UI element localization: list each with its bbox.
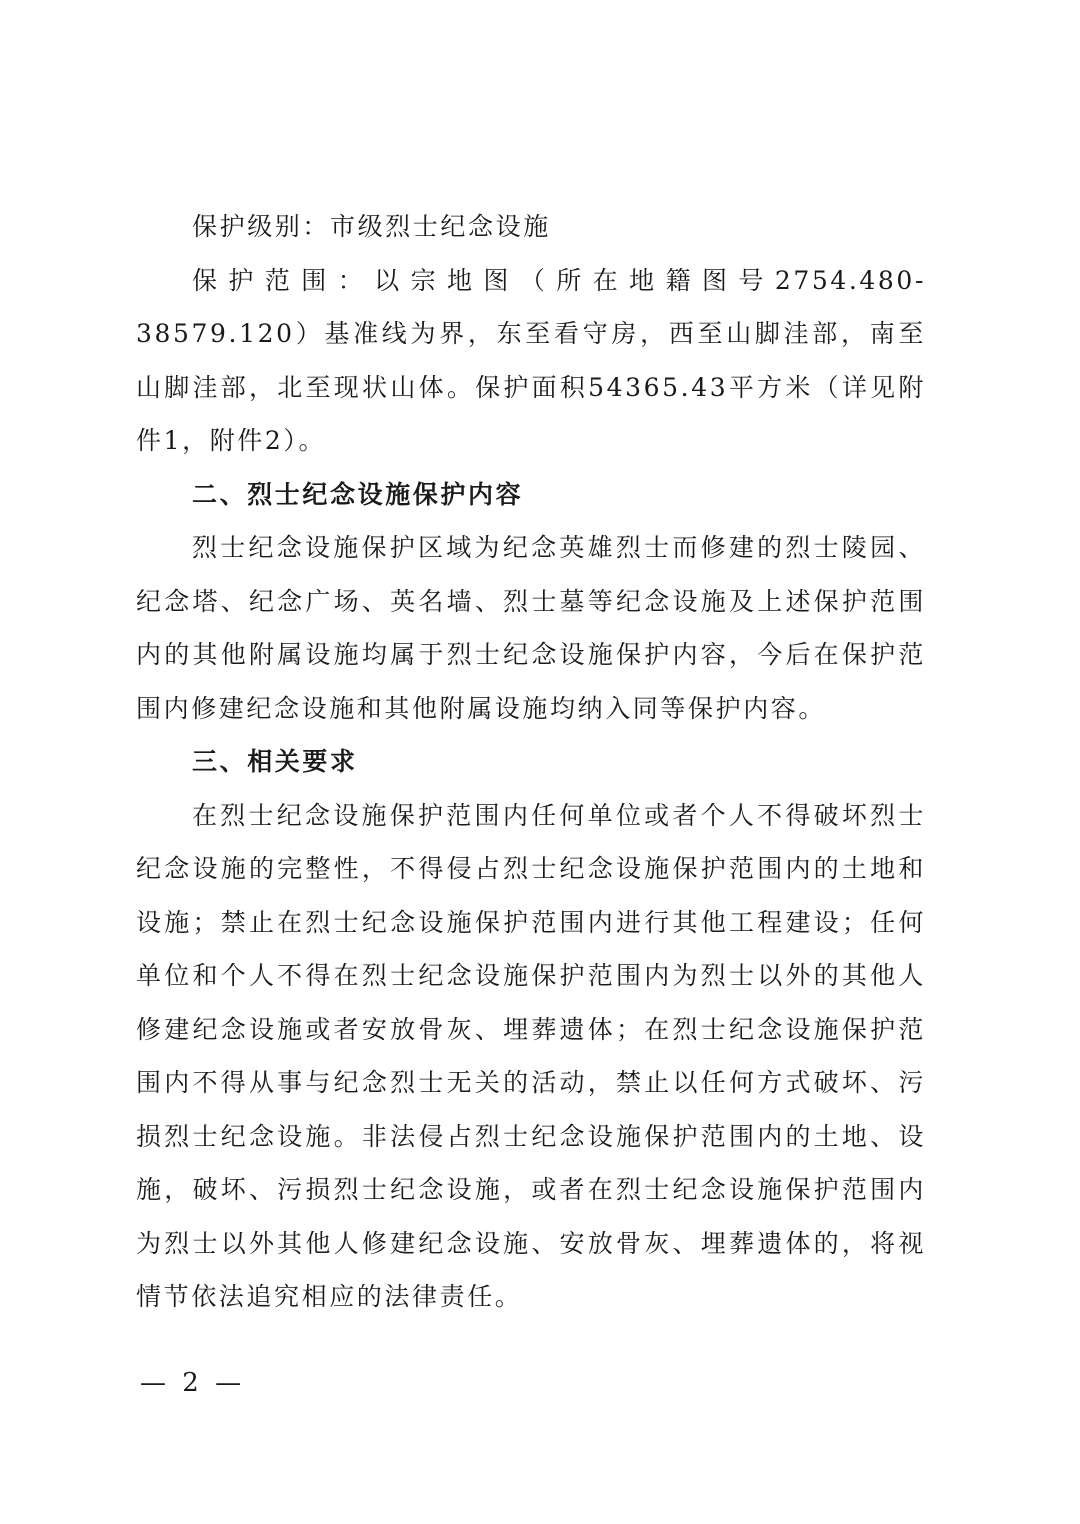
document-body xyxy=(136,200,926,1324)
protection-level-paragraph: 保护级别：市级烈士纪念设施 xyxy=(192,212,551,241)
requirements-paragraph: 在烈士纪念设施保护范围内任何单位或者个人不得破坏烈士纪念设施的完整性，不得侵占烈士纪念设施保护范围内的土地和设施；禁止在烈士纪念设施保护范围内进行其他工程建设；任何单位和个人不得在烈士纪念设施保护范围内为烈士以外的其他人修建纪念设施或者安放骨灰、埋葬遗体；在烈士纪念设施保护范围内不得从事与纪念烈士无关的活动，禁止以任何方式破坏、污损烈士纪念设施。非法侵占烈士纪念设施保护范围内的土地、设施，破坏、污损烈士纪念设施，或者在烈士纪念设施保护范围内为烈士以外其他人修建纪念设施、安放骨灰、埋葬遗体的，将视情节依法追究相应的法律责任。 xyxy=(136,800,926,1311)
section-heading-requirements: 三、相关要求 xyxy=(192,747,358,776)
page-number: — 2 — xyxy=(140,1368,246,1398)
section-heading-protection-content: 二、烈士纪念设施保护内容 xyxy=(192,479,524,509)
protection-content-paragraph: 烈士纪念设施保护区域为纪念英雄烈士而修建的烈士陵园、纪念塔、纪念广场、英名墙、烈士墓等纪念设施及上述保护范围内的其他附属设施均属于烈士纪念设施保护内容，今后在保护范围内修建纪念设施和其他附属设施均纳入同等保护内容。 xyxy=(136,533,926,723)
protection-scope-paragraph: 保护范围：以宗地图（所在地籍图号2754.480-38579.120）基准线为界，东至看守房，西至山脚洼部，南至山脚洼部，北至现状山体。保护面积54365.43平方米（详见附件1，附件2）。 xyxy=(136,265,926,455)
